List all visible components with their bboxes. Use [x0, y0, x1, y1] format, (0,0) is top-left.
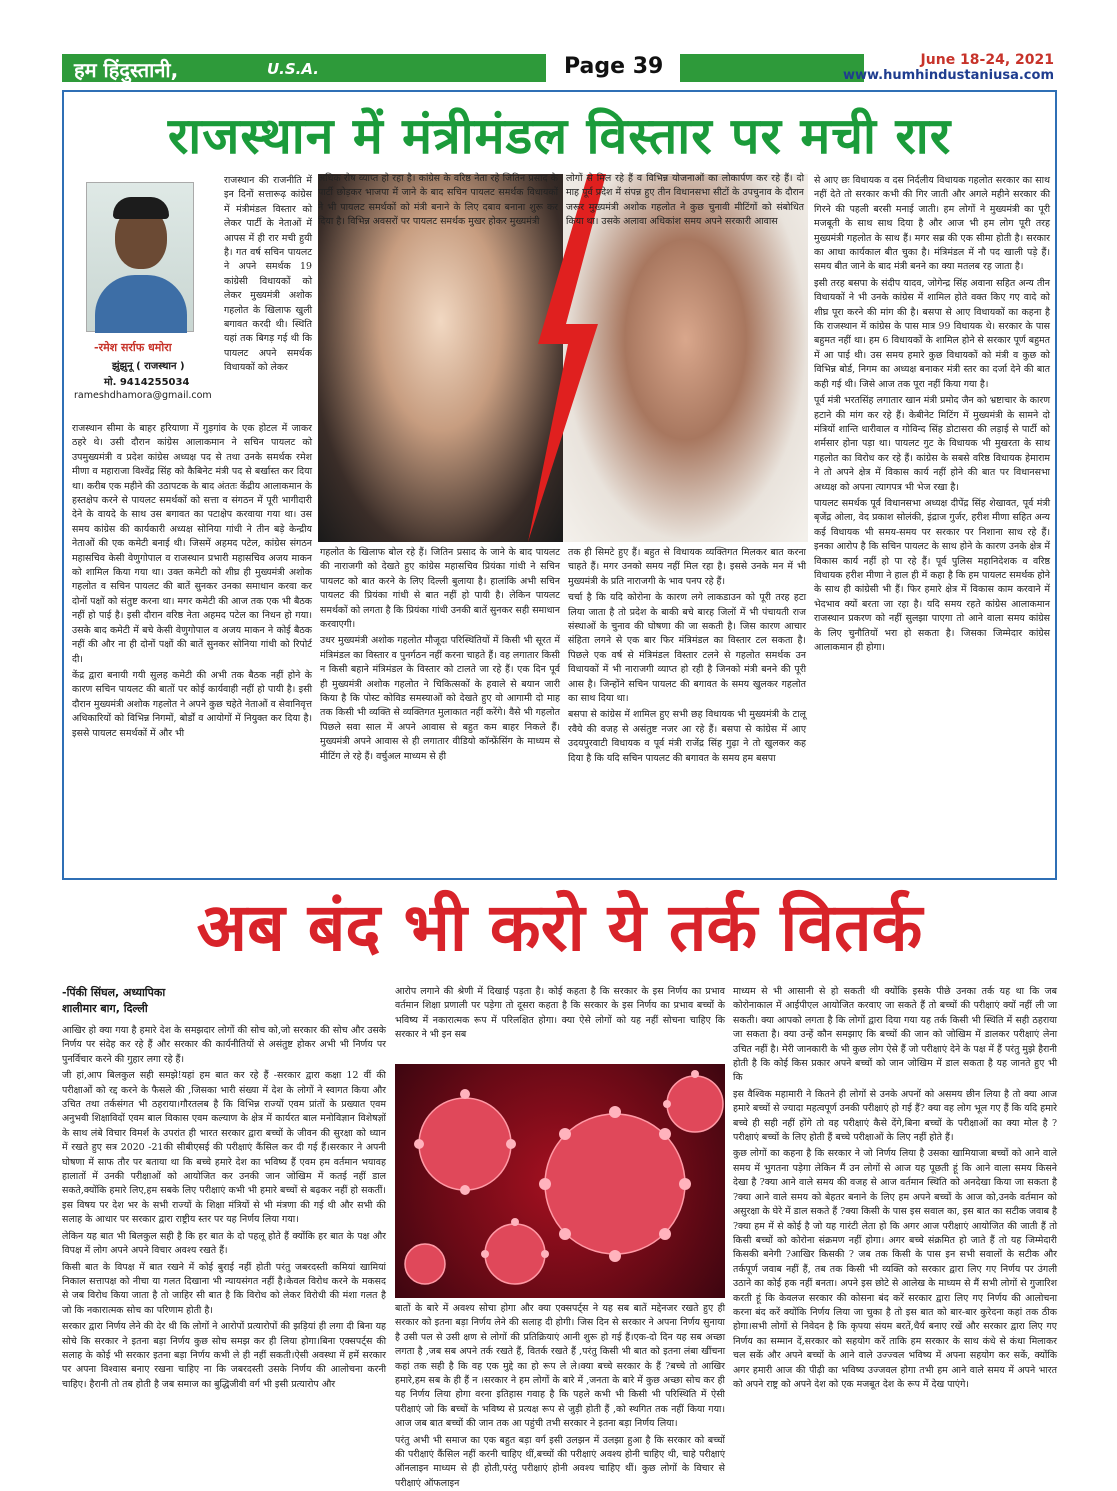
author-phone: मो. 9414255034 — [104, 377, 190, 388]
paragraph: इसी तरह बसपा के संदीप यादव, जोगेन्द्र सिंह अवाना सहित अन्य तीन विधायकों ने भी उनके कांग्रेस में शामिल होते वक्त किए गए वादे को शीघ्र पूरा करने की मांग की है। बसपा से आए विधायकों का कहना है कि राजस्थान में कांग्रेस के पास मात्र 99 विधायक थे। सरकार के पास बहुमत नहीं था। हम 6 विधायकों के शामिल होने से सरकार पूर्ण बहुमत में आ पाई थी। उस समय हमारे कुछ विधायकों को मंत्री व कुछ को विभिन्न बोर्ड, निगम का अध्यक्ष बनाकर मंत्री स्तर का दर्जा देने की बात कही गई थी। जिसे आज तक पूरा नहीं किया गया है। — [814, 277, 1050, 390]
author-photo-shirt — [95, 275, 187, 333]
story-1-col-1-intro — [224, 174, 312, 410]
paragraph: बसपा से कांग्रेस में शामिल हुए सभी छह विधायक भी मुख्यमंत्री के टालू रवैये की वजह से असंतुष्ट नजर आ रहे हैं। बसपा से कांग्रेस में आए उदयपुरवाटी विधायक व पूर्व मंत्री राजेंद्र सिंह गुढ़ा ने तो खुलकर कह दिया है कि यदि सचिन पायलट की बगावत के समय हम बसपा — [568, 709, 806, 764]
story-1-col-4 — [814, 174, 1050, 872]
story-1-col-1 — [72, 422, 312, 872]
masthead-title-bar — [62, 54, 546, 82]
virus-particles-icon — [395, 1064, 725, 1298]
coronavirus-image — [395, 1064, 725, 1298]
paragraph: तक ही सिमटे हुए हैं। बहुत से विधायक व्यक्तिगत मिलकर बात करना चाहते हैं। मगर उनको समय नहीं मिल रहा है। इससे उनके मन में भी मुख्यमंत्री के प्रति नाराजगी के भाव पनप रहे हैं। — [568, 547, 806, 587]
author-name: -रमेश सर्राफ धमोरा — [94, 341, 172, 354]
paragraph: बातों के बारे में अवश्य सोचा होगा और क्या एक्सपर्ट्स ने यह सब बातें मद्देनजर रखते हुए ही सरकार को इतना बड़ा निर्णय लेने की सलाह दी होगी। जिस दिन से सरकार ने अपना निर्णय सुनाया है उसी पल से उसी क्षण से लोगों की प्रतिक्रियाएं आनी शुरू हो गई हैं।एक-दो दिन यह सब अच्छा लगता है ,जब सब अपने तर्क रखते हैं, वितर्क रखते हैं ,परंतु किसी भी बात को इतना लंबा खींचना कहां तक सही है कि वह एक मुद्दे का हो रूप ले ले।क्या बच्चे सरकार के हैं ?बच्चे तो आखिर हमारे,हम सब के ही हैं न ।सरकार ने हम लोगों के बारे में ,जनता के बारे में कुछ अच्छा सोच कर ही यह निर्णय लिया होगा वरना इतिहास गवाह है कि पहले कभी भी किसी भी परिस्थिति में ऐसी परीक्षाएं जो कि बच्चों के भविष्य से प्रत्यक्ष रूप से जुड़ी होती हैं ,को स्थगित तक नहीं किया गया। आज जब बात बच्चों की जान तक आ पहुंची तभी सरकार ने इतना बड़ा निर्णय लिया। — [395, 1303, 725, 1430]
masthead-bar-right — [680, 54, 864, 82]
story-2-col-2-top — [395, 985, 725, 1061]
author-email[interactable]: rameshdhamora@gmail.com — [74, 390, 212, 401]
story-2-headline: अब बंद भी करो ये तर्क वितर्क — [196, 889, 923, 966]
paragraph: पायलट समर्थक पूर्व विधानसभा अध्यक्ष दीपेंद्र सिंह शेखावत, पूर्व मंत्री बृजेंद्र ओला, वेद प्रकाश सोलंकी, इंद्राज गुर्जर, हरीश मीणा सहित अन्य कई विधायक भी समय-समय पर सरकार पर निशाना साध रहे हैं। इनका आरोप है कि सचिन पायलट के साथ होने के कारण उनके क्षेत्र में विकास कार्य नहीं हो पा रहे हैं। पूर्व पुलिस महानिदेशक व वरिष्ठ विधायक हरीश मीणा ने हाल ही में कहा है कि हम पायलट समर्थक होने के साथ ही कांग्रेसी भी हैं। फिर हमारे क्षेत्र में विकास काम करवाने में भेदभाव क्यों बरता जा रहा है। यदि समय रहते कांग्रेस आलाकमान राजस्थान प्रकरण को नहीं सुलझा पाएगा तो आने वाला समय कांग्रेस के लिए चुनौतियों भरा हो सकता है। जिसका जिम्मेदार कांग्रेस आलाकमान ही होगा। — [814, 497, 1050, 653]
masthead — [0, 0, 1117, 84]
site-url[interactable]: www.humhindustaniusa.com — [842, 68, 1054, 83]
author-card — [74, 182, 222, 418]
paragraph: अधिक रोष व्याप्त हो रहा है। कांग्रेस के वरिष्ठ नेता रहे जितिन प्रसाद के पार्टी छोड़कर भाजपा में जाने के बाद सचिन पायलट समर्थक विधायकों ने भी पायलट समर्थकों को मंत्री बनाने के लिए दबाव बनाना शुरू कर दिया है। विभिन्न अवसरों पर पायलट समर्थक मुखर होकर मुख्यमंत्री — [318, 173, 558, 228]
story-1-col-3-lead — [566, 172, 804, 242]
paragraph: कुछ लोगों का कहना है कि सरकार ने जो निर्णय लिया है उसका खामियाजा बच्चों को आने वाले समय में भुगतना पड़ेगा लेकिन मैं उन लोगों से आज यह पूछती हूं कि आने वाला समय किसने देखा है ?क्या आने वाले समय की वजह से आज वर्तमान स्थिति को अनदेखा किया जा सकता है ?क्या आने वाले समय को बेहतर बनाने के लिए हम अपने बच्चों के आज को,उनके वर्तमान को असुरक्षा के घेरे में डाल सकते हैं ?क्या किसी के पास इस सवाल का, इस बात का सटीक जवाब है ?क्या हम में से कोई है जो यह गारंटी लेता हो कि अगर आज परीक्षाएं आयोजित की जाती हैं तो किसी बच्चों को कोरोना संक्रमण नहीं होगा। अगर बच्चे संक्रमित हो जाते हैं तो यह जिम्मेदारी किसकी बनेगी ?आखिर किसकी ? जब तक किसी के पास इन सभी सवालों के सटीक और तर्कपूर्ण जवाब नहीं हैं, तब तक किसी भी व्यक्ति को सरकार द्वारा लिए गए निर्णय पर उंगली उठाने का कोई हक नहीं बनता। अपने इस छोटे से आलेख के माध्यम से मैं सभी लोगों से गुजारिश करती हूं कि केवलज सरकार की कोसना बंद करें सरकार द्वारा लिए गए निर्णय की आलोचना करना बंद करें क्योंकि निर्णय लिया जा चुका है तो इस बात को बार-बार कुरेदना कहां तक ठीक होगा।सभी लोगों से निवेदन है कि कृपया संयम बरतें,धैर्य बनाए रखें और सरकार द्वारा लिए गए निर्णय का सम्मान दें,सरकार को सहयोग करें ताकि हम सरकार के साथ कंधे से कंधा मिलाकर चल सकें और अपने बच्चों के आने वाले उज्ज्वल भविष्य में अपना सहयोग कर सकें, क्योंकि अगर हमारी आज की पीढ़ी का भविष्य उज्जवल होगा तभी हम आने वाले समय में अपने भारत को अपने राष्ट्र को अपने देश को एक मजबूत देश के रूप में देख पाएंगे। — [733, 1148, 1057, 1390]
paragraph: आखिर हो क्या गया है हमारे देश के समझदार लोगों की सोच को,जो सरकार की सोच और उसके निर्णय पर संदेह कर रहे हैं और सरकार की कार्यनीतियों से असंतुष्ट होकर अभी भी निर्णय पर पुनर्विचार करने की गुहार लगा रहे हैं। — [62, 1025, 386, 1065]
story-1-col-3 — [568, 546, 806, 872]
story-1-col-2-lead — [318, 172, 558, 242]
paragraph: उधर मुख्यमंत्री अशोक गहलोत मौजूदा परिस्थितियों में किसी भी सूरत में मंत्रिमंडल का विस्तार व पुनर्गठन नहीं करना चाहते हैं। वह लगातार किसी न किसी बहाने मंत्रिमंडल के विस्तार को टालते जा रहे हैं। एक दिन पूर्व ही मुख्यमंत्री अशोक गहलोत ने चिकित्सकों के हवाले से बयान जारी किया है कि पोस्ट कोविड समस्याओं को देखते हुए वो आगामी दो माह तक किसी भी व्यक्ति से व्यक्तिगत मुलाकात नहीं करेंगे। वैसे भी गहलोत पिछले सवा साल में अपने आवास से बहुत कम बाहर निकले हैं। मुख्यमंत्री अपने आवास से ही लगातार वीडियो कॉन्फ्रेंसिंग के माध्यम से मीटिंग ले रहे हैं। वर्चुअल माध्यम से ही — [320, 635, 560, 762]
story-2-col-3 — [733, 985, 1057, 1464]
masthead-title: हम हिंदुस्तानी, — [74, 58, 179, 82]
masthead-title-suffix: U.S.A. — [267, 60, 319, 78]
paragraph: किसी बात के विपक्ष में बात रखने में कोई बुराई नहीं होती परंतु जबरदस्ती कमियां खामियां निकाल सत्तापक्ष को नीचा या गलत दिखाना भी न्यायसंगत नहीं है।केवल विरोध करने के मकसद से जब विरोध किया जाता है तो जाहिर सी बात है कि विरोध को लेकर विरोधी की मंशा गलत है जो कि नकारात्मक सोच का परिणाम होती है। — [62, 1261, 386, 1316]
paragraph: परंतु अभी भी समाज का एक बहुत बड़ा वर्ग इसी उलझन में उलझा हुआ है कि सरकार को बच्चों की परीक्षाएं कैंसिल नहीं करनी चाहिए थीं,बच्चों की परीक्षाएं अवश्य होनी चाहिए थी, चाहे परीक्षाएं ऑनलाइन माध्यम से ही होती,परंतु परीक्षाएं होनी अवश्य चाहिए थीं। कुछ लोगों के विचार से परीक्षाएं ऑफलाइन — [395, 1434, 725, 1489]
story-1-headline: राजस्थान में मंत्रीमंडल विस्तार पर मची रार — [167, 107, 952, 165]
page-number-box — [552, 52, 672, 84]
paragraph: इस वैश्विक महामारी ने कितने ही लोगों से उनके अपनों को असमय छीन लिया है तो क्या आज हमारे बच्चों से ज्यादा महत्वपूर्ण उनकी परीक्षाएं हो गई हैं? क्या वह लोग भूल गए हैं कि यदि हमारे बच्चे ही सही नहीं होंगे तो वह परीक्षाएं कैसे देंगे,बिना बच्चों के परीक्षाओं का क्या मोल है ?परीक्षाएं बच्चों के लिए होती हैं बच्चे परीक्षाओं के लिए नहीं होते हैं। — [733, 1088, 1057, 1144]
story-2-col-1 — [62, 1024, 386, 1464]
paragraph: राजस्थान सीमा के बाहर हरियाणा में गुड़गांव के एक होटल में जाकर ठहरे थे। उसी दौरान कांग्रेस आलाकमान ने सचिन पायलट को उपमुख्यमंत्री व प्रदेश कांग्रेस अध्यक्ष पद से तथा उनके समर्थक रमेश मीणा व महाराजा विश्वेंद्र सिंह को कैबिनेट मंत्री पद से बर्खास्त कर दिया था। करीब एक महीने की उठापटक के बाद अंततः केंद्रीय आलाकमान के हस्तक्षेप करने से पायलट समर्थकों को सत्ता व संगठन में पूरी भागीदारी देने के वायदे के साथ उस बगावत का पटाक्षेप करवाया गया था। उस समय कांग्रेस की कार्यकारी अध्यक्ष सोनिया गांधी ने तीन बड़े केन्द्रीय नेताओं की एक कमेटी बनाई थी। जिसमें अहमद पटेल, कांग्रेस संगठन महासचिव केसी वेणुगोपाल व राजस्थान प्रभारी महासचिव अजय माकन को शामिल किया गया था। उक्त कमेटी को शीघ्र ही मुख्यमंत्री अशोक गहलोत व सचिन पायलट की बातें सुनकर उनका समाधान करवा कर दोनों पक्षों को संतुष्ट करना था। मगर कमेटी की आज तक एक भी बैठक नहीं हो पाई है। इसी दौरान वरिष्ठ नेता अहमद पटेल का निधन हो गया। उसके बाद कमेटी में बचे केसी वेणुगोपाल व अजय माकन ने कोई बैठक नहीं की और ना ही दोनों पक्षों की बातें सुनकर सोनिया गांधी को रिपोर्ट दी। — [72, 423, 312, 665]
author-place: झुंझुनू ( राजस्थान ) — [112, 361, 185, 372]
paragraph: राजस्थान की राजनीति में इन दिनों सत्तारूढ़ कांग्रेस में मंत्रीमंडल विस्तार को लेकर पार्टी के नेताओं में आपस में ही रार मची हुयी है। गत वर्ष सचिन पायलट ने अपने समर्थक 19 कांग्रेसी विधायकों को लेकर मुख्यमंत्री अशोक गहलोत के खिलाफ खुली बगावत करदी थी। स्थिति यहां तक बिगड़ गई थी कि पायलट अपने समर्थक विधायकों को लेकर — [224, 175, 312, 374]
story-1-col-2 — [320, 546, 560, 872]
story-2-author-place: शालीमार बाग, दिल्ली — [62, 1002, 148, 1015]
story-2-col-2 — [395, 1302, 725, 1489]
paragraph: लोगों से मिल रहे हैं व विभिन्न योजनाओं का लोकार्पण कर रहे हैं। दो माह पूर्व प्रदेश में संपन्न हुए तीन विधानसभा सीटों के उपचुनाव के दौरान जरूर मुख्यमंत्री अशोक गहलोत ने कुछ चुनावी मीटिंगों को संबोधित किया था। उसके अलावा अधिकांश समय अपने सरकारी आवास — [566, 173, 804, 228]
story-2-author-name: -पिंकी सिंघल, अध्यापिका — [62, 986, 166, 999]
paragraph: सरकार द्वारा निर्णय लेने की देर थी कि लोगों ने आरोपों प्रत्यारोपों की झड़ियां ही लगा दी बिना यह सोचे कि सरकार ने इतना बड़ा निर्णय कुछ सोच समझ कर ही लिया होगा।बिना एक्सपर्ट्स की सलाह के कोई भी सरकार इतना बड़ा निर्णय कभी ले ही नहीं सकती।ऐसी अवस्था में हमें सरकार पर अपना विश्वास बनाए रखना चाहिए ना कि जबरदस्ती उसके निर्णय की आलोचना करनी चाहिए। हैरानी तो तब होती है जब समाज का बुद्धिजीवी वर्ग भी इसी प्रत्यारोप और — [62, 1321, 386, 1390]
paragraph: केंद्र द्वारा बनायी गयी सुलह कमेटी की अभी तक बैठक नहीं होने के कारण सचिन पायलट की बातों पर कोई कार्यवाही नहीं हो पायी है। इसी दौरान मुख्यमंत्री अशोक गहलोत ने अपने कुछ चहेते नेताओं व सेवानिवृत्त अधिकारियों को विभिन्न निगमों, बोर्डों व आयोगों में नियुक्त कर दिया है। इससे पायलट समर्थकों में और भी — [72, 669, 312, 739]
paragraph: चर्चा है कि यदि कोरोना के कारण लगे लाकडाउन को पूरी तरह हटा लिया जाता है तो प्रदेश के बाकी बचे बारह जिलों में भी पंचायती राज संस्थाओं के चुनाव की घोषणा की जा सकती है। जिस कारण आचार संहिता लगने से एक बार फिर मंत्रिमंडल का विस्तार टल सकता है। पिछले एक वर्ष से मंत्रिमंडल विस्तार टलने से गहलोत समर्थक उन विधायकों में भी नाराजगी व्याप्त हो रही है जिनको मंत्री बनने की पूरी आस है। जिन्होंने सचिन पायलट की बगावत के समय खुलकर गहलोत का साथ दिया था। — [568, 592, 806, 705]
paragraph: गहलोत के खिलाफ बोल रहे हैं। जितिन प्रसाद के जाने के बाद पायलट की नाराजगी को देखते हुए कांग्रेस महासचिव प्रियंका गांधी ने सचिन पायलट को बात करने के लिए दिल्ली बुलाया है। हालांकि अभी सचिन पायलट की प्रियंका गांधी से बात नहीं हो पायी है। लेकिन पायलट समर्थकों को लगता है कि प्रियंका गांधी उनकी बातें सुनकर सही समाधान करवाएगी। — [320, 547, 560, 631]
paragraph: से आए छः विधायक व दस निर्दलीय विधायक गहलोत सरकार का साथ नहीं देते तो सरकार कभी की गिर जाती और अगले महीने सरकार की गिरने की पहली बरसी मनाई जाती। हम लोगों ने मुख्यमंत्री का पूरी मजबूती के साथ साथ दिया है और आज भी हम लोग पूरी तरह मुख्यमंत्री गहलोत के साथ हैं। मगर सब्र की एक सीमा होती है। सरकार का आधा कार्यकाल बीत चुका है। मंत्रिमंडल में नौ पद खाली पड़े हैं। समय बीत जाने के बाद मंत्री बनने का क्या मतलब रह जाता है। — [814, 175, 1050, 273]
issue-date: June 18-24, 2021 — [920, 52, 1054, 68]
paragraph: जी हां,आप बिलकुल सही समझे!यहां हम बात कर रहे हैं -सरकार द्वारा कक्षा 12 वीं की परीक्षाओं को रद्द करने के फैसले की ,जिसका भारी संख्या में देश के लोगों ने स्वागत किया और उचित तथा तर्कसंगत भी ठहराया।गौरतलब है कि विभिन्न राज्यों एवम प्रांतों के प्रख्यात एवम अनुभवी शिक्षाविदों एवम बाल विकास एवम कल्याण के क्षेत्र में कार्यरत बाल मनोविज्ञान विशेषज्ञों के साथ लंबे विचार विमर्श के उपरांत ही भारत सरकार द्वारा बच्चों के जीवन की सुरक्षा को ध्यान में रखते हुए सत्र 2020 -21की सीबीएसई की परीक्षाएं कैंसिल कर दी गई हैं।सरकार ने अपनी घोषणा में साफ तौर पर बताया था कि बच्चे हमारे देश का भविष्य हैं एवम हम वर्तमान भयावह हालातों में उनकी परीक्षाओं को आयोजित कर उनकी जान जोखिम में कतई नहीं डाल सकते,क्योंकि हमारे लिए,हम सबके लिए परीक्षाएं कभी भी हमारे बच्चों से बढ़कर नहीं हो सकतीं।इस विषय पर देश भर के सभी राज्यों के शिक्षा मंत्रियों से भी मंत्रणा की गई थी और सभी की सलाह के आधार पर सरकार द्वारा राष्ट्रीय स्तर पर यह निर्णय लिया गया। — [62, 1070, 386, 1226]
author-photo-hair — [113, 197, 169, 219]
paragraph: लेकिन यह बात भी बिलकुल सही है कि हर बात के दो पहलू होते हैं क्योंकि हर बात के पक्ष और विपक्ष में लोग अपने अपने विचार अवश्य रखते हैं। — [62, 1230, 386, 1257]
paragraph: आरोप लगाने की श्रेणी में दिखाई पड़ता है। कोई कहता है कि सरकार के इस निर्णय का प्रभाव वर्तमान शिक्षा प्रणाली पर पड़ेगा तो दूसरा कहता है कि सरकार के इस निर्णय का प्रभाव बच्चों के भविष्य में नकारात्मक रूप में परिलक्षित होगा। क्या ऐसे लोगों को यह नहीं सोचना चाहिए कि सरकार ने भी इन सब — [395, 986, 725, 1041]
author-photo — [86, 182, 194, 332]
story-1-box — [62, 90, 1057, 880]
paragraph: माध्यम से भी आसानी से हो सकती थी क्योंकि इसके पीछे उनका तर्क यह था कि जब कोरोनाकाल में आईपीएल आयोजित करवाए जा सकते हैं तो बच्चों की परीक्षाएं क्यों नहीं ली जा सकती। क्या आपको लगता है कि लोगों द्वारा दिया गया यह तर्क किसी भी स्थिति में सही ठहराया जा सकता है। क्या उन्हें कौन समझाए कि बच्चों की जान को जोखिम में डालकर परीक्षाएं लेना उचित नहीं है। मेरी जानकारी के भी कुछ लोग ऐसे हैं जो परीक्षाएं देने के पक्ष में हैं परंतु मुझे हैरानी होती है कि कोई किस प्रकार अपने बच्चों को जान जोखिम में डाल सकता है यह जानते हुए भी कि — [733, 986, 1057, 1084]
page-number: Page 39 — [564, 54, 664, 79]
paragraph: पूर्व मंत्री भरतसिंह लगातार खान मंत्री प्रमोद जैन को भ्रष्टाचार के कारण हटाने की मांग कर रहे हैं। केबीनेट मिटिंग में मुख्यमंत्री के सामने दो मंत्रियों शान्ति धारीवाल व गोविन्द सिंह डोटासरा की लड़ाई से पार्टी को शर्मसार होना पड़ा था। पायलट गुट के विधायक भी मुखरता के साथ गहलोत का विरोध कर रहे हैं। कांग्रेस के सबसे वरिष्ठ विधायक हेमाराम ने तो अपने क्षेत्र में विकास कार्य नहीं होने की बात पर विधानसभा अध्यक्ष को अपना त्यागपत्र भी भेज रखा है। — [814, 395, 1050, 493]
